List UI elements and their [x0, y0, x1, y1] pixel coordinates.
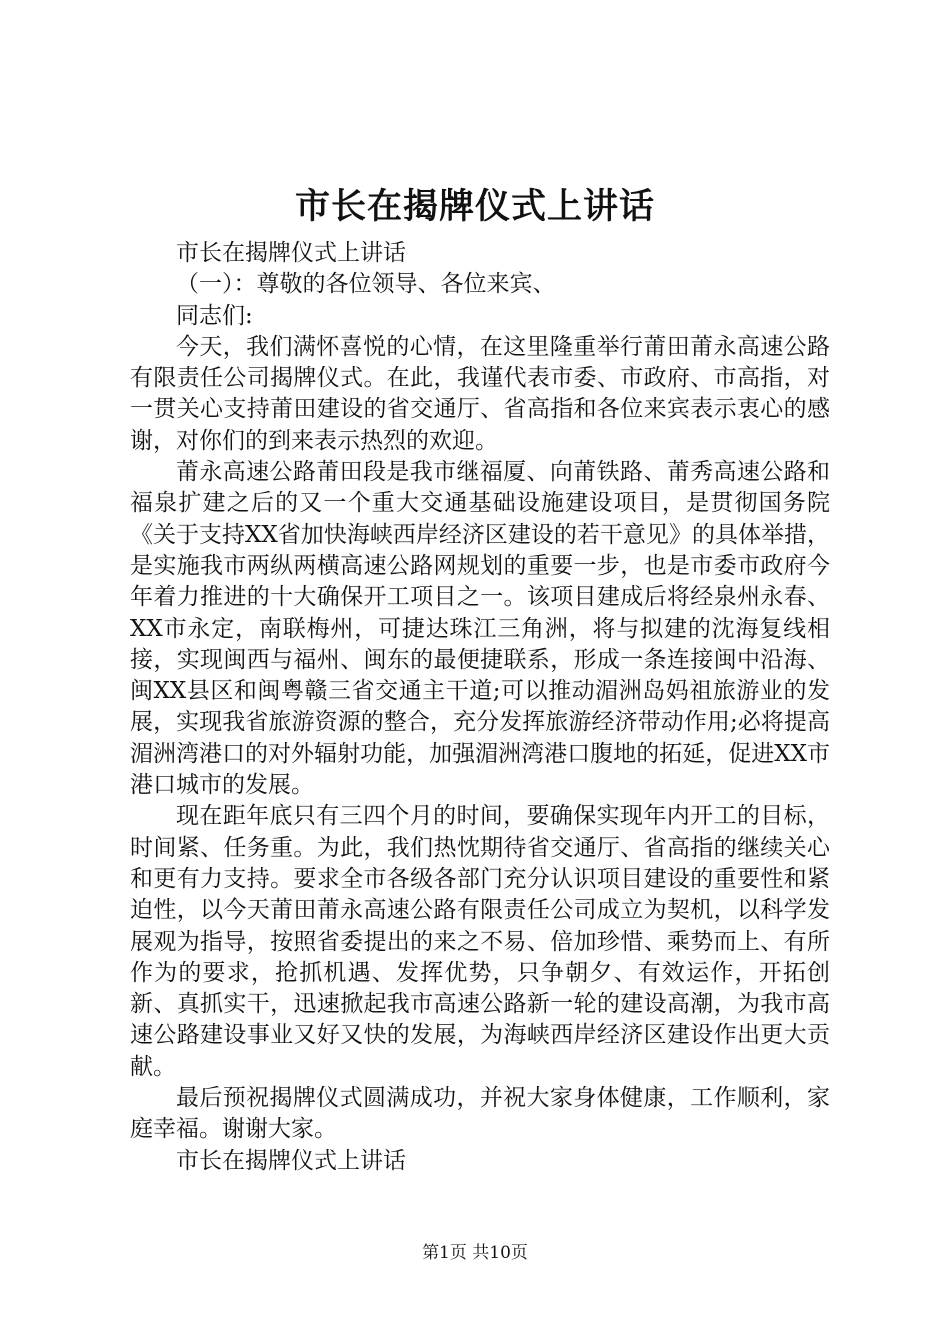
closing-paragraph: 最后预祝揭牌仪式圆满成功，并祝大家身体健康，工作顺利，家庭幸福。谢谢大家。	[130, 1085, 830, 1143]
trailing-heading-paragraph: 市长在揭牌仪式上讲话	[176, 1147, 406, 1174]
document-body	[130, 238, 830, 1177]
salutation-paragraph: 同志们:	[176, 302, 253, 329]
body-paragraph: 今天，我们满怀喜悦的心情，在这里隆重举行莆田莆永高速公路有限责任公司揭牌仪式。在此，我谨代表市委、市政府、市高指，对一贯关心支持莆田建设的省交通厅、省高指和各位来宾表示衷心的感谢，对你们的到来表示热烈的欢迎。	[130, 333, 830, 454]
page-number-footer: 第1页 共10页	[422, 1243, 528, 1263]
subtitle-paragraph: 市长在揭牌仪式上讲话	[176, 240, 406, 266]
salutation-paragraph: （一）：尊敬的各位领导、各位来宾、	[176, 271, 556, 298]
body-paragraph: 莆永高速公路莆田段是我市继福厦、向莆铁路、莆秀高速公路和福泉扩建之后的又一个重大交通基础设施建设项目，是贯彻国务院《关于支持XX省加快海峡西岸经济区建设的若干意见》的具体举措，是实施我市两纵两横高速公路网规划的重要一步，也是市委市政府今年着力推进的十大确保开工项目之一。该项目建成后将经泉州永春、XX市永定，南联梅州，可捷达珠江三角洲，将与拟建的沈海复线相接，实现闽西与福州、闽东的最便捷联系，形成一条连接闽中沿海、闽XX县区和闽粤赣三省交通主干道;可以推动湄洲岛妈祖旅游业的发展，实现我省旅游资源的整合，充分发挥旅游经济带动作用;必将提高湄洲湾港口的对外辐射功能，加强湄洲湾港口腹地的拓延，促进XX市港口城市的发展。	[130, 459, 830, 799]
body-paragraph: 现在距年底只有三四个月的时间，要确保实现年内开工的目标，时间紧、任务重。为此，我们热忱期待省交通厅、省高指的继续关心和更有力支持。要求全市各级各部门充分认识项目建设的重要性和紧迫性，以今天莆田莆永高速公路有限责任公司成立为契机，以科学发展观为指导，按照省委提出的来之不易、倍加珍惜、乘势而上、有所作为的要求，抢抓机遇、发挥优势，只争朝夕、有效运作，开拓创新、真抓实干，迅速掀起我市高速公路新一轮的建设高潮，为我市高速公路建设事业又好又快的发展，为海峡西岸经济区建设作出更大贡献。	[130, 803, 830, 1080]
document-title: 市长在揭牌仪式上讲话	[294, 186, 655, 227]
